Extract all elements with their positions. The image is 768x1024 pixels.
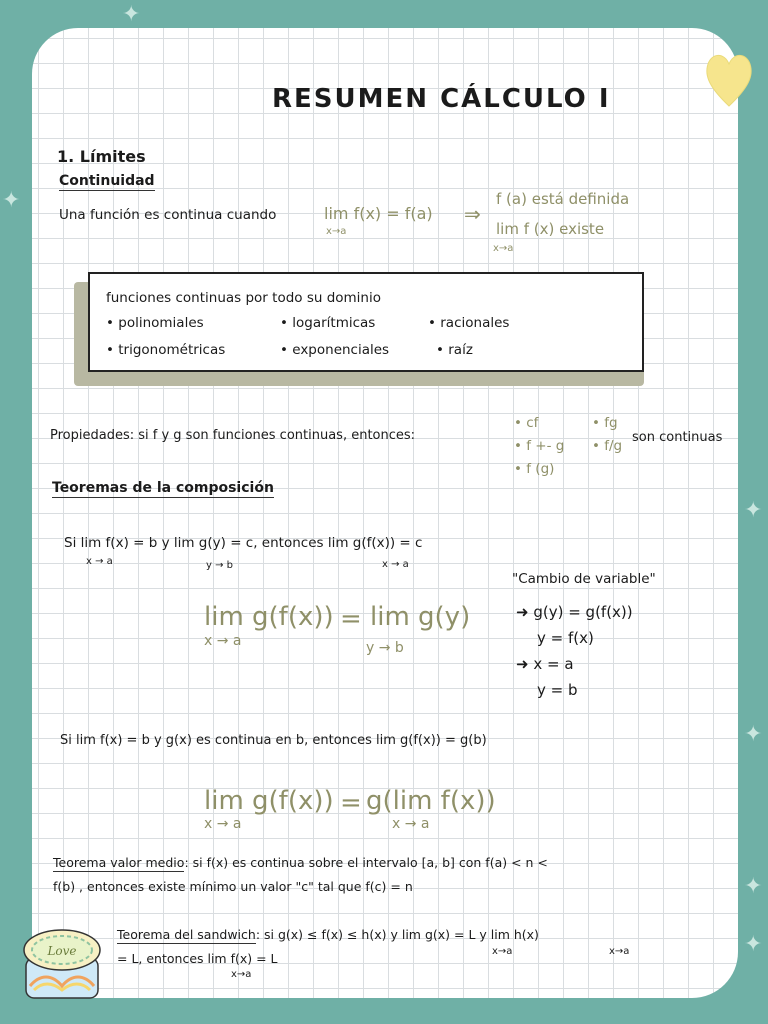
mean-value-theorem-line2: f(b) , entonces existe mínimo un valor "c" tal que f(c) = n: [53, 879, 413, 894]
box-item: • racionales: [428, 315, 510, 331]
condition-limit: lim f (x) existe: [496, 220, 605, 238]
condition-limit-sub: x→a: [493, 243, 514, 254]
sandwich-theorem-text: : si g(x) ≤ f(x) ≤ h(x) y lim g(x) = L y lim h(x): [255, 927, 539, 942]
change-variable-line: ➜ g(y) = g(f(x)): [516, 603, 633, 621]
mean-value-theorem-line1: [53, 855, 548, 870]
composition-formula-eq: =: [340, 604, 362, 634]
box-title: funciones continuas por todo su dominio: [106, 290, 381, 306]
limit-subscript: y → b: [206, 560, 234, 571]
sparkle-icon: ✦: [744, 498, 763, 523]
continuity-formula-sub: x→a: [326, 226, 347, 237]
continuous-formula-right: g(lim f(x)): [366, 786, 496, 816]
sparkle-icon: ✦: [2, 188, 21, 213]
subsection-heading: Continuidad: [59, 173, 155, 189]
sandwich-theorem-line2: = L, entonces lim f(x) = L: [117, 951, 278, 966]
page-title: RESUMEN CÁLCULO I: [272, 84, 611, 114]
sparkle-icon: ✦: [744, 722, 763, 747]
limit-subscript: x→a: [492, 946, 513, 957]
change-variable-line: y = f(x): [537, 629, 594, 647]
continuity-formula: lim f(x) = f(a): [324, 204, 433, 223]
composition-statement-2: Si lim f(x) = b y g(x) es continua en b, entonces lim g(f(x)) = g(b): [60, 733, 487, 748]
composition-formula-right: lim g(y): [370, 602, 471, 632]
mean-value-theorem-label: Teorema valor medio: [53, 855, 185, 870]
property-item: • f (g): [514, 461, 555, 477]
sparkle-icon: ✦: [744, 932, 763, 957]
limit-subscript: x → a: [86, 556, 113, 567]
sparkle-icon: ✦: [122, 2, 141, 27]
box-item: • logarítmicas: [280, 315, 376, 331]
cake-text: Love: [47, 944, 77, 958]
condition-defined: f (a) está definida: [496, 190, 630, 208]
box-item: • raíz: [436, 342, 473, 358]
property-item: • f/g: [592, 438, 623, 454]
property-item: • cf: [514, 415, 539, 431]
implies-arrow: ⇒: [464, 202, 481, 226]
formula-subscript: x → a: [204, 816, 242, 832]
change-variable-line: ➜ x = a: [516, 655, 574, 673]
sparkle-icon: ✦: [744, 874, 763, 899]
properties-tail: son continuas: [632, 430, 723, 445]
section-heading: 1. Límites: [57, 147, 146, 166]
cake-sticker-icon: [20, 924, 104, 1006]
property-item: • fg: [592, 415, 618, 431]
continuous-formula-eq: =: [340, 788, 362, 818]
properties-text: Propiedades: si f y g son funciones continuas, entonces:: [50, 428, 416, 443]
composition-formula-left: lim g(f(x)): [204, 602, 334, 632]
mean-value-theorem-text: : si f(x) es continua sobre el intervalo [a, b] con f(a) < n <: [184, 855, 548, 870]
box-item: • polinomiales: [106, 315, 204, 331]
formula-subscript: y → b: [366, 640, 404, 656]
composition-heading: Teoremas de la composición: [52, 480, 274, 496]
formula-subscript: x → a: [204, 633, 242, 649]
change-variable-title: "Cambio de variable": [512, 571, 656, 587]
formula-subscript: x → a: [392, 816, 430, 832]
limit-subscript: x→a: [609, 946, 630, 957]
sandwich-theorem-label: Teorema del sandwich: [117, 927, 256, 942]
heart-icon: [704, 48, 754, 110]
box-item: • exponenciales: [280, 342, 390, 358]
continuity-text: Una función es continua cuando: [59, 207, 277, 223]
limit-subscript: x → a: [382, 559, 409, 570]
limit-subscript: x→a: [231, 969, 252, 980]
box-item: • trigonométricas: [106, 342, 226, 358]
composition-statement-1: Si lim f(x) = b y lim g(y) = c, entonces lim g(f(x)) = c: [64, 535, 423, 551]
property-item: • f +- g: [514, 438, 565, 454]
sandwich-theorem-line1: [117, 927, 539, 942]
continuous-formula-left: lim g(f(x)): [204, 786, 334, 816]
change-variable-line: y = b: [537, 681, 578, 699]
